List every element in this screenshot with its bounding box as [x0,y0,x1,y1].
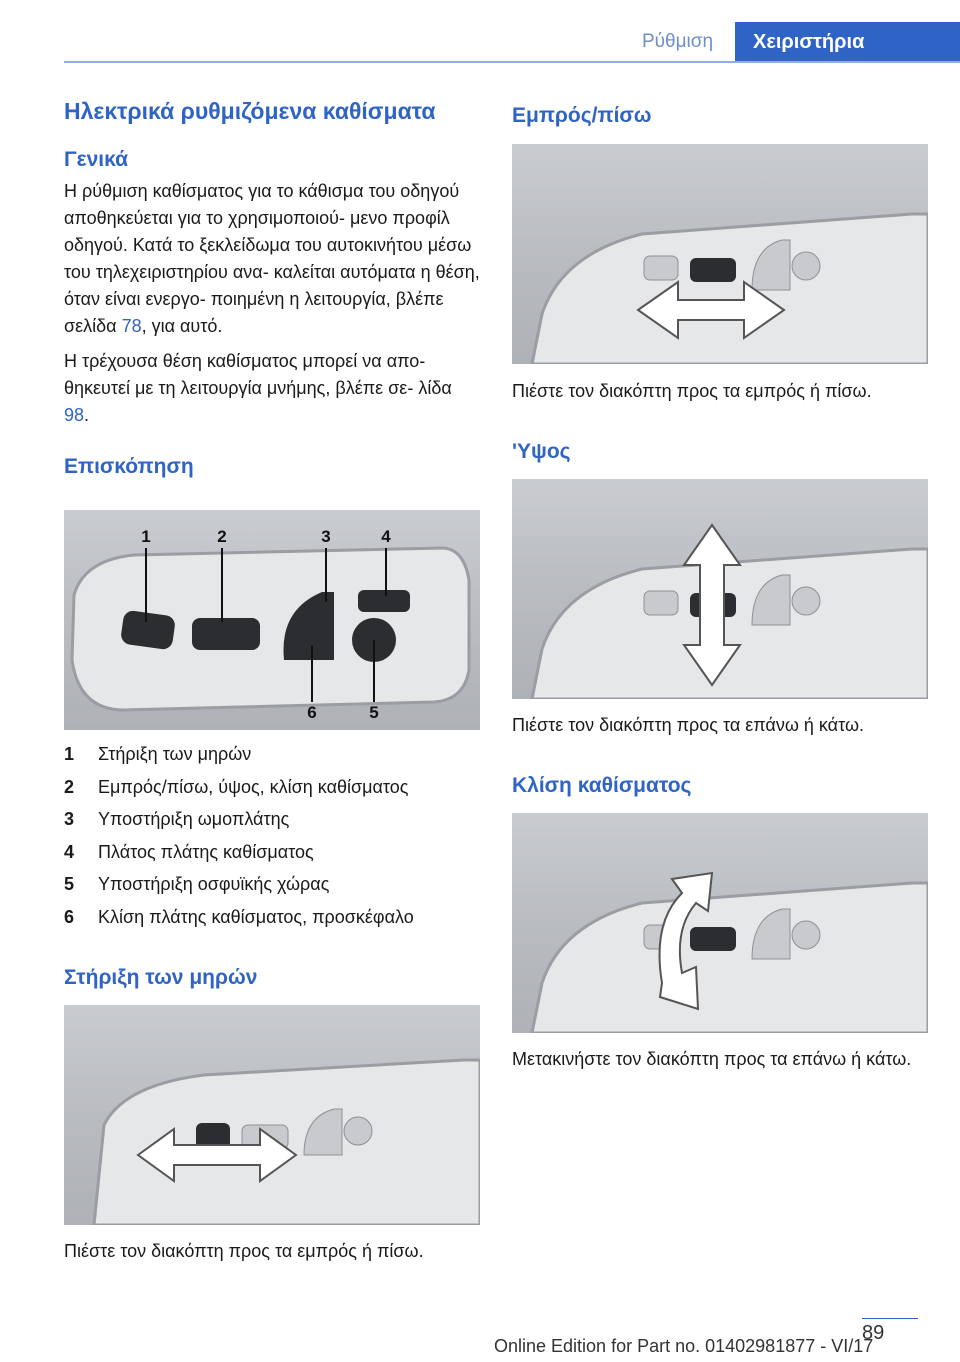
overview-heading: Επισκόπηση [64,455,194,478]
label-6: 6 [307,703,317,722]
page-header [620,22,960,62]
list-item: 4 Πλάτος πλάτης καθίσματος [64,841,314,862]
height-caption: Πιέστε τον διακόπτη προς τα επάνω ή κάτω. [512,715,865,735]
list-item: 6 Κλίση πλάτης καθίσματος, προσκέφαλο [64,906,414,927]
left-column [64,96,480,481]
page-ref-78[interactable]: 78 [121,316,142,336]
list-item: 3 Υποστήριξη ωμοπλάτης [64,809,290,829]
forward-back-image [512,144,928,364]
label-1: 1 [141,527,151,546]
page-ref-98[interactable]: 98 [64,405,85,425]
label-5: 5 [369,703,379,722]
thigh-support-caption: Πιέστε τον διακόπτη προς τα εμπρός ή πίσω. [64,1241,424,1261]
label-3: 3 [321,527,331,546]
footer-rule [862,1318,918,1319]
footer-edition: Online Edition for Part no. 01402981877 - VI/17 [494,1336,874,1356]
forward-back-heading: Εμπρός/πίσω [512,104,652,127]
list-item: 2 Εμπρός/πίσω, ύψος, κλίση καθίσματος [64,776,409,797]
overview-list [64,744,480,939]
label-4: 4 [381,527,391,546]
list-item: 5 Υποστήριξη οσφυϊκής χώρας [64,874,330,894]
general-paragraph-1: Η ρύθμιση καθίσματος για το κάθισμα του οδηγού αποθηκεύεται για το χρησιμοποιού- μενο προφίλ οδηγού. Κατά το ξεκλείδωμα του αυτοκινήτου μέσω του τηλεχειριστηρίου ανα- καλείται αυτόματα η θέση, όταν είναι ενεργο- ποιημένη η λειτουργία, βλέπε σελίδα 78, για αυτό. [64,181,480,336]
height-heading: 'Υψος [512,440,571,463]
general-heading: Γενικά [64,148,129,171]
seat-tilt-heading: Κλίση καθίσματος [512,774,692,797]
seat-tilt-caption: Μετακινήστε τον διακόπτη προς τα επάνω ή κάτω. [512,1049,912,1069]
forward-back-caption: Πιέστε τον διακόπτη προς τα εμπρός ή πίσω. [512,381,872,401]
page-title: Ηλεκτρικά ρυθμιζόμενα καθίσματα [64,98,436,124]
tab-controls[interactable]: Χειριστήρια [735,22,960,62]
seat-tilt-image [512,813,928,1033]
label-2: 2 [217,527,227,546]
overview-image [64,510,480,730]
height-image [512,479,928,699]
thigh-support-image [64,1005,480,1225]
thigh-support-heading: Στήριξη των μηρών [64,966,258,989]
page-number: 89 [862,1322,885,1344]
tab-setting[interactable]: Ρύθμιση [641,31,714,52]
header-rule [64,61,960,63]
list-item: 1 Στήριξη των μηρών [64,744,252,764]
general-paragraph-2: Η τρέχουσα θέση καθίσματος μπορεί να απο- θηκευτεί με τη λειτουργία μνήμης, βλέπε σε- λίδα 98. [64,351,452,425]
